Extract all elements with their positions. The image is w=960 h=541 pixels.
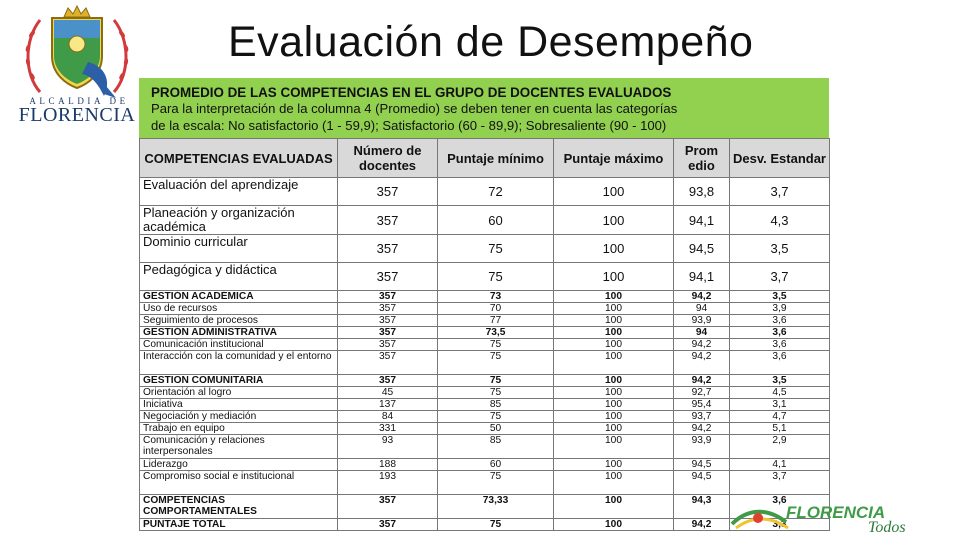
cell-desv: 3,7 [730, 178, 830, 206]
cell-desv: 5,1 [730, 423, 830, 435]
cell-docentes: 357 [338, 206, 438, 235]
florencia-footer-logo [728, 498, 928, 536]
cell-desv: 4,7 [730, 411, 830, 423]
competency-label: Interacción con la comunidad y el entorno [140, 351, 338, 375]
cell-prom: 93,9 [674, 315, 730, 327]
table-row [140, 206, 830, 235]
table-row [140, 327, 830, 339]
cell-docentes: 357 [338, 291, 438, 303]
competency-label: PUNTAJE TOTAL [140, 519, 338, 531]
cell-max: 100 [554, 387, 674, 399]
banner-note-line1: Para la interpretación de la columna 4 (Promedio) se deben tener en cuenta las categorías [151, 101, 678, 116]
cell-min: 75 [438, 235, 554, 263]
cell-min: 75 [438, 387, 554, 399]
col-header-competencias: COMPETENCIAS EVALUADAS [140, 139, 338, 178]
cell-prom: 94,5 [674, 235, 730, 263]
table-row [140, 263, 830, 291]
cell-min: 70 [438, 303, 554, 315]
competency-label: Comunicación y relaciones interpersonales [140, 435, 338, 459]
cell-docentes: 357 [338, 303, 438, 315]
cell-desv: 3,5 [730, 235, 830, 263]
cell-desv: 3,6 [730, 339, 830, 351]
competencies-table [139, 138, 830, 531]
cell-min: 60 [438, 206, 554, 235]
table-row [140, 387, 830, 399]
cell-docentes: 357 [338, 339, 438, 351]
cell-docentes: 357 [338, 315, 438, 327]
cell-prom: 94,2 [674, 291, 730, 303]
cell-min: 73 [438, 291, 554, 303]
cell-min: 75 [438, 519, 554, 531]
competencies-sheet [139, 78, 829, 530]
cell-desv: 3,7 [730, 263, 830, 291]
cell-desv: 3,5 [730, 375, 830, 387]
competency-label: GESTIÓN ACADÉMICA [140, 291, 338, 303]
cell-desv: 3,3 [730, 519, 830, 531]
cell-desv: 3,5 [730, 291, 830, 303]
banner-heading: PROMEDIO DE LAS COMPETENCIAS EN EL GRUPO DE DOCENTES EVALUADOS [151, 85, 672, 100]
competency-label: GESTION COMUNITARIA [140, 375, 338, 387]
cell-desv: 4,5 [730, 387, 830, 399]
competency-label: Dominio curricular [140, 235, 338, 263]
cell-docentes: 188 [338, 459, 438, 471]
cell-max: 100 [554, 399, 674, 411]
cell-desv: 3,1 [730, 399, 830, 411]
col-header-desviacion: Desv. Estandar [730, 139, 830, 178]
cell-max: 100 [554, 263, 674, 291]
cell-max: 100 [554, 315, 674, 327]
cell-prom: 93,8 [674, 178, 730, 206]
competency-label: Comunicación institucional [140, 339, 338, 351]
cell-desv: 4,3 [730, 206, 830, 235]
cell-max: 100 [554, 435, 674, 459]
competency-label: Trabajo en equipo [140, 423, 338, 435]
cell-max: 100 [554, 303, 674, 315]
cell-max: 100 [554, 423, 674, 435]
table-body [140, 178, 830, 531]
cell-max: 100 [554, 339, 674, 351]
cell-min: 85 [438, 435, 554, 459]
cell-max: 100 [554, 471, 674, 495]
cell-prom: 94 [674, 303, 730, 315]
cell-min: 50 [438, 423, 554, 435]
cell-prom: 94,5 [674, 459, 730, 471]
table-row [140, 303, 830, 315]
cell-prom: 95,4 [674, 399, 730, 411]
cell-desv: 2,9 [730, 435, 830, 459]
cell-prom: 94,2 [674, 375, 730, 387]
cell-max: 100 [554, 351, 674, 375]
table-row [140, 235, 830, 263]
cell-docentes: 357 [338, 519, 438, 531]
competency-label: Planeación y organización académica [140, 206, 338, 235]
cell-desv: 3,9 [730, 303, 830, 315]
cell-min: 72 [438, 178, 554, 206]
cell-docentes: 357 [338, 351, 438, 375]
cell-max: 100 [554, 459, 674, 471]
competency-label: COMPETENCIAS COMPORTAMENTALES [140, 495, 338, 519]
cell-max: 100 [554, 519, 674, 531]
cell-max: 100 [554, 327, 674, 339]
table-row [140, 351, 830, 375]
cell-desv: 4,1 [730, 459, 830, 471]
cell-docentes: 357 [338, 263, 438, 291]
table-row [140, 495, 830, 519]
cell-docentes: 93 [338, 435, 438, 459]
cell-min: 75 [438, 375, 554, 387]
competency-label: Pedagógica y didáctica [140, 263, 338, 291]
banner-note-line2: de la escala: No satisfactorio (1 - 59,9); Satisfactorio (60 - 89,9); Sobresaliente (90 - 100) [151, 118, 667, 133]
cell-desv: 3,6 [730, 495, 830, 519]
logo-caption: ALCALDIA DE [29, 96, 129, 106]
cell-desv: 3,6 [730, 315, 830, 327]
cell-prom: 93,7 [674, 411, 730, 423]
competency-label: Orientación al logro [140, 387, 338, 399]
table-header-row [140, 139, 830, 178]
cell-min: 75 [438, 339, 554, 351]
cell-prom: 94,3 [674, 495, 730, 519]
florencia-brand-icon [728, 498, 928, 536]
cell-min: 60 [438, 459, 554, 471]
cell-min: 73,33 [438, 495, 554, 519]
col-header-promedio: Prom edio [674, 139, 730, 178]
competency-label: Iniciativa [140, 399, 338, 411]
table-row [140, 399, 830, 411]
cell-max: 100 [554, 375, 674, 387]
cell-prom: 94,2 [674, 423, 730, 435]
cell-desv: 3,7 [730, 471, 830, 495]
table-row [140, 411, 830, 423]
cell-max: 100 [554, 495, 674, 519]
cell-desv: 3,6 [730, 327, 830, 339]
slide-title: Evaluación de Desempeño [228, 18, 754, 66]
col-header-minimo: Puntaje mínimo [438, 139, 554, 178]
cell-min: 75 [438, 263, 554, 291]
competency-label: Compromiso social e institucional [140, 471, 338, 495]
competency-label: Uso de recursos [140, 303, 338, 315]
cell-max: 100 [554, 178, 674, 206]
cell-docentes: 357 [338, 178, 438, 206]
cell-max: 100 [554, 206, 674, 235]
cell-min: 73,5 [438, 327, 554, 339]
cell-min: 75 [438, 471, 554, 495]
cell-prom: 94 [674, 327, 730, 339]
cell-docentes: 357 [338, 495, 438, 519]
table-row [140, 471, 830, 495]
col-header-docentes: Número de docentes [338, 139, 438, 178]
competency-label: GESTIÓN ADMINISTRATIVA [140, 327, 338, 339]
cell-prom: 94,2 [674, 519, 730, 531]
table-row [140, 435, 830, 459]
cell-min: 77 [438, 315, 554, 327]
cell-docentes: 357 [338, 235, 438, 263]
cell-max: 100 [554, 411, 674, 423]
cell-prom: 93,9 [674, 435, 730, 459]
cell-min: 75 [438, 351, 554, 375]
table-row [140, 339, 830, 351]
cell-docentes: 357 [338, 327, 438, 339]
cell-prom: 94,1 [674, 263, 730, 291]
table-row [140, 423, 830, 435]
footer-logo-name: FLORENCIA [786, 503, 886, 522]
cell-min: 75 [438, 411, 554, 423]
cell-prom: 94,2 [674, 339, 730, 351]
cell-docentes: 84 [338, 411, 438, 423]
cell-prom: 94,5 [674, 471, 730, 495]
cell-docentes: 137 [338, 399, 438, 411]
cell-desv: 3,6 [730, 351, 830, 375]
cell-prom: 94,2 [674, 351, 730, 375]
table-row [140, 459, 830, 471]
cell-max: 100 [554, 291, 674, 303]
table-row [140, 291, 830, 303]
competency-label: Negociación y mediación [140, 411, 338, 423]
table-row [140, 519, 830, 531]
cell-prom: 92,7 [674, 387, 730, 399]
cell-docentes: 193 [338, 471, 438, 495]
cell-docentes: 331 [338, 423, 438, 435]
cell-max: 100 [554, 235, 674, 263]
coat-of-arms-icon [18, 4, 136, 100]
sheet-banner [139, 78, 829, 138]
competency-label: Seguimiento de procesos [140, 315, 338, 327]
col-header-maximo: Puntaje máximo [554, 139, 674, 178]
cell-prom: 94,1 [674, 206, 730, 235]
table-row [140, 178, 830, 206]
cell-docentes: 45 [338, 387, 438, 399]
competency-label: Evaluación del aprendizaje [140, 178, 338, 206]
cell-min: 85 [438, 399, 554, 411]
cell-docentes: 357 [338, 375, 438, 387]
logo-name: FLORENCIA [18, 104, 136, 126]
footer-logo-tagline: Todos [868, 519, 906, 536]
table-row [140, 375, 830, 387]
competency-label: Liderazgo [140, 459, 338, 471]
table-row [140, 315, 830, 327]
